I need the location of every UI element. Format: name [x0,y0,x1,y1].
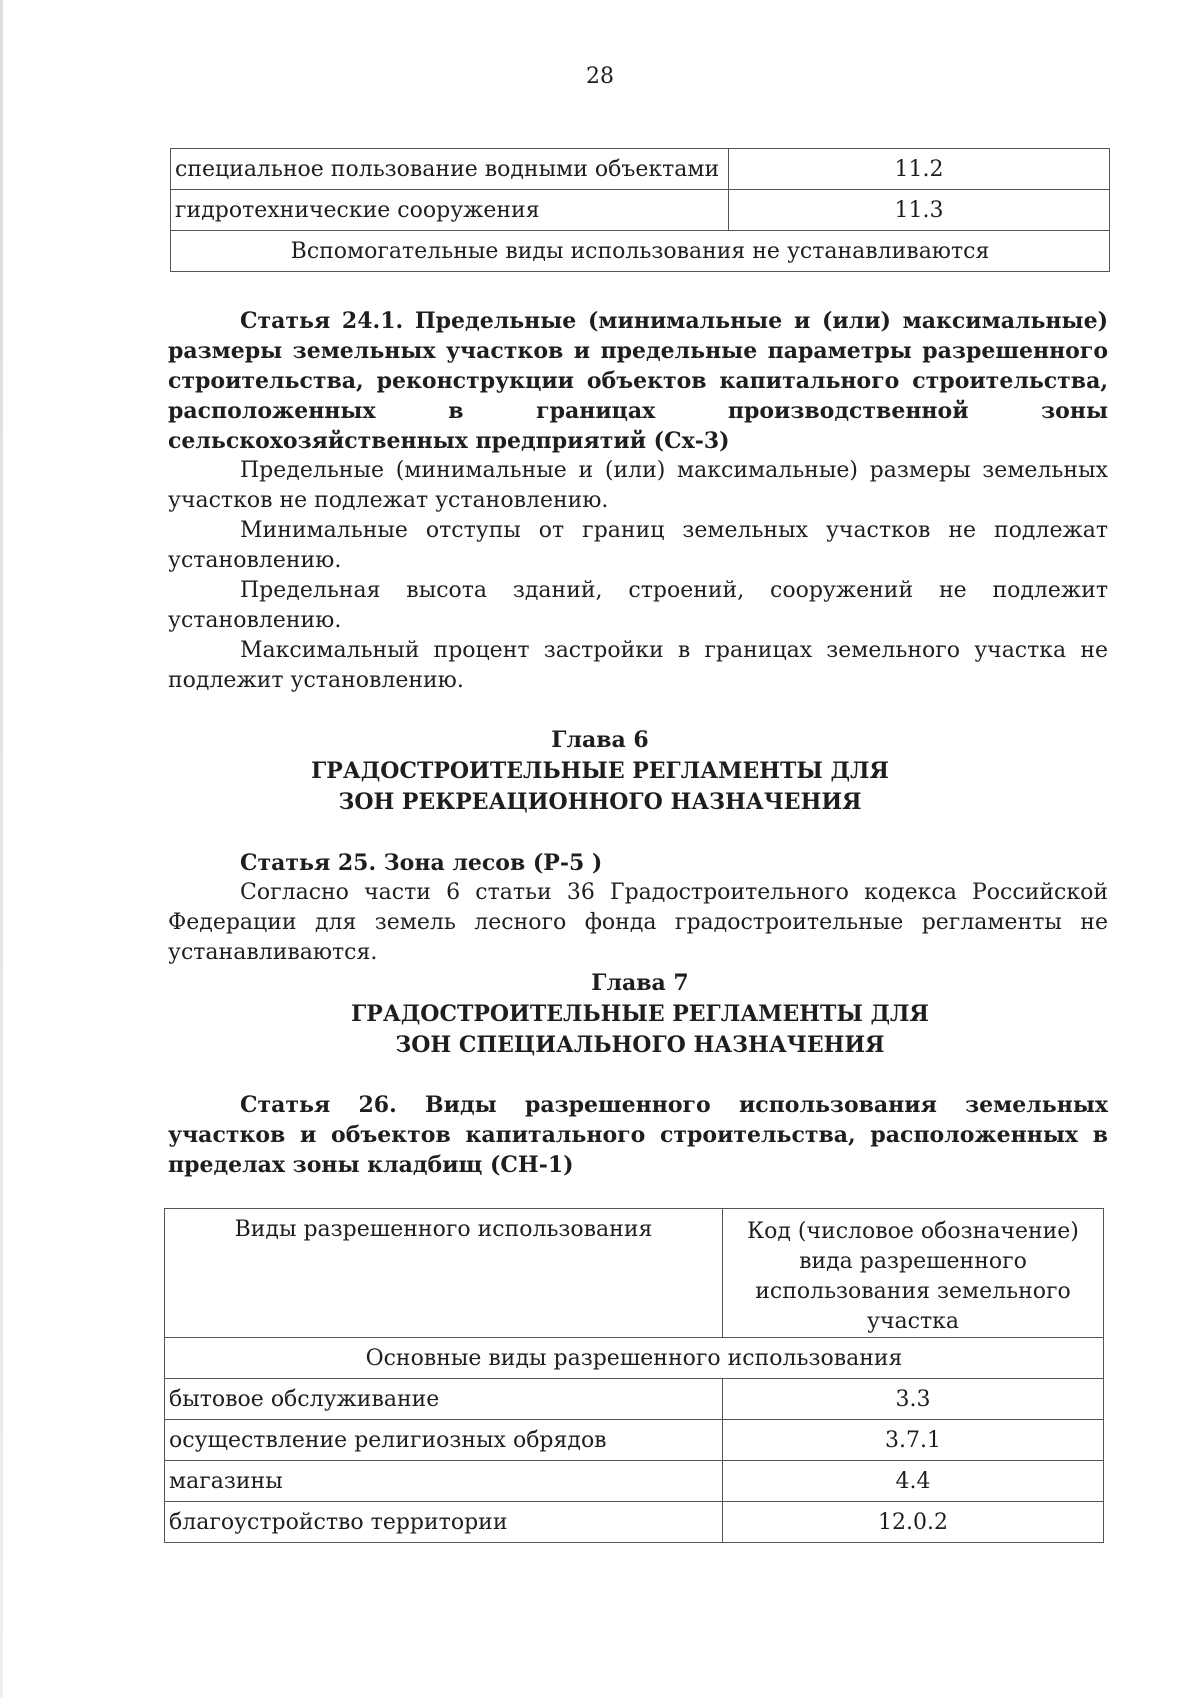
table-cell-use: бытовое обслуживание [165,1379,723,1420]
cemetery-zone-land-use-table [164,1208,1104,1543]
land-use-table-continued [170,148,1110,272]
table-row [165,1379,1104,1420]
table-cell-code: 11.3 [729,190,1110,231]
article-24-1-title: Статья 24.1. Предельные (минимальные и (или) максимальные) размеры земельных участков и предельные параметры разрешенного строительства, реконструкции объектов капитального строительства, расположенных в границах производственной зоны сельскохозяйственных предприятий (Сх-3) [168,308,1108,454]
table-cell-use: гидротехнические сооружения [171,190,729,231]
article-24-1 [168,306,1108,696]
article-25 [168,848,1108,968]
table-cell-code: 4.4 [723,1461,1104,1502]
table-header-uses: Виды разрешенного использования [165,1209,723,1338]
paragraph: Согласно части 6 статьи 36 Градостроительного кодекса Российской Федерации для земель лесного фонда градостроительные регламенты не устанавливаются. [168,880,1108,965]
page-number: 28 [586,64,614,89]
table-header-code: Код (числовое обозначение) вида разрешенного использования земельного участка [723,1209,1104,1338]
table-row [171,190,1110,231]
article-26-title: Статья 26. Виды разрешенного использования земельных участков и объектов капитального строительства, расположенных в пределах зоны кладбищ (СН-1) [168,1092,1108,1178]
table-row [165,1461,1104,1502]
table-cell-use: осуществление религиозных обрядов [165,1420,723,1461]
main-uses-section: Основные виды разрешенного использования [165,1338,1104,1379]
table-cell-code: 3.3 [723,1379,1104,1420]
table-cell-code: 12.0.2 [723,1502,1104,1543]
chapter-6-label: Глава 6 [551,727,649,753]
chapter-6-title-line1: ГРАДОСТРОИТЕЛЬНЫЕ РЕГЛАМЕНТЫ ДЛЯ [311,758,889,784]
table-row [165,1420,1104,1461]
scan-edge [0,0,3,1698]
chapter-6-heading [0,725,1200,818]
paragraph: Минимальные отступы от границ земельных участков не подлежат установлению. [168,518,1108,573]
paragraph: Максимальный процент застройки в границах земельного участка не подлежит установлению. [168,638,1108,693]
table-cell-code: 11.2 [729,149,1110,190]
chapter-7-label: Глава 7 [591,970,689,996]
table-row [165,1502,1104,1543]
article-26 [168,1090,1108,1180]
article-25-title: Статья 25. Зона лесов (Р-5 ) [240,850,603,876]
table-row [171,231,1110,272]
table-section-row [165,1338,1104,1379]
chapter-7-title-line2: ЗОН СПЕЦИАЛЬНОГО НАЗНАЧЕНИЯ [395,1032,885,1058]
table-cell-code: 3.7.1 [723,1420,1104,1461]
auxiliary-uses-note: Вспомогательные виды использования не устанавливаются [171,231,1110,272]
table-header-row [165,1209,1104,1338]
paragraph: Предельная высота зданий, строений, сооружений не подлежит установлению. [168,578,1108,633]
table-cell-use: благоустройство территории [165,1502,723,1543]
chapter-7-heading [40,968,1200,1061]
table-row [171,149,1110,190]
table-cell-use: специальное пользование водными объектами [171,149,729,190]
chapter-6-title-line2: ЗОН РЕКРЕАЦИОННОГО НАЗНАЧЕНИЯ [338,789,862,815]
table-cell-use: магазины [165,1461,723,1502]
paragraph: Предельные (минимальные и (или) максимальные) размеры земельных участков не подлежат установлению. [168,458,1108,513]
chapter-7-title-line1: ГРАДОСТРОИТЕЛЬНЫЕ РЕГЛАМЕНТЫ ДЛЯ [351,1001,929,1027]
